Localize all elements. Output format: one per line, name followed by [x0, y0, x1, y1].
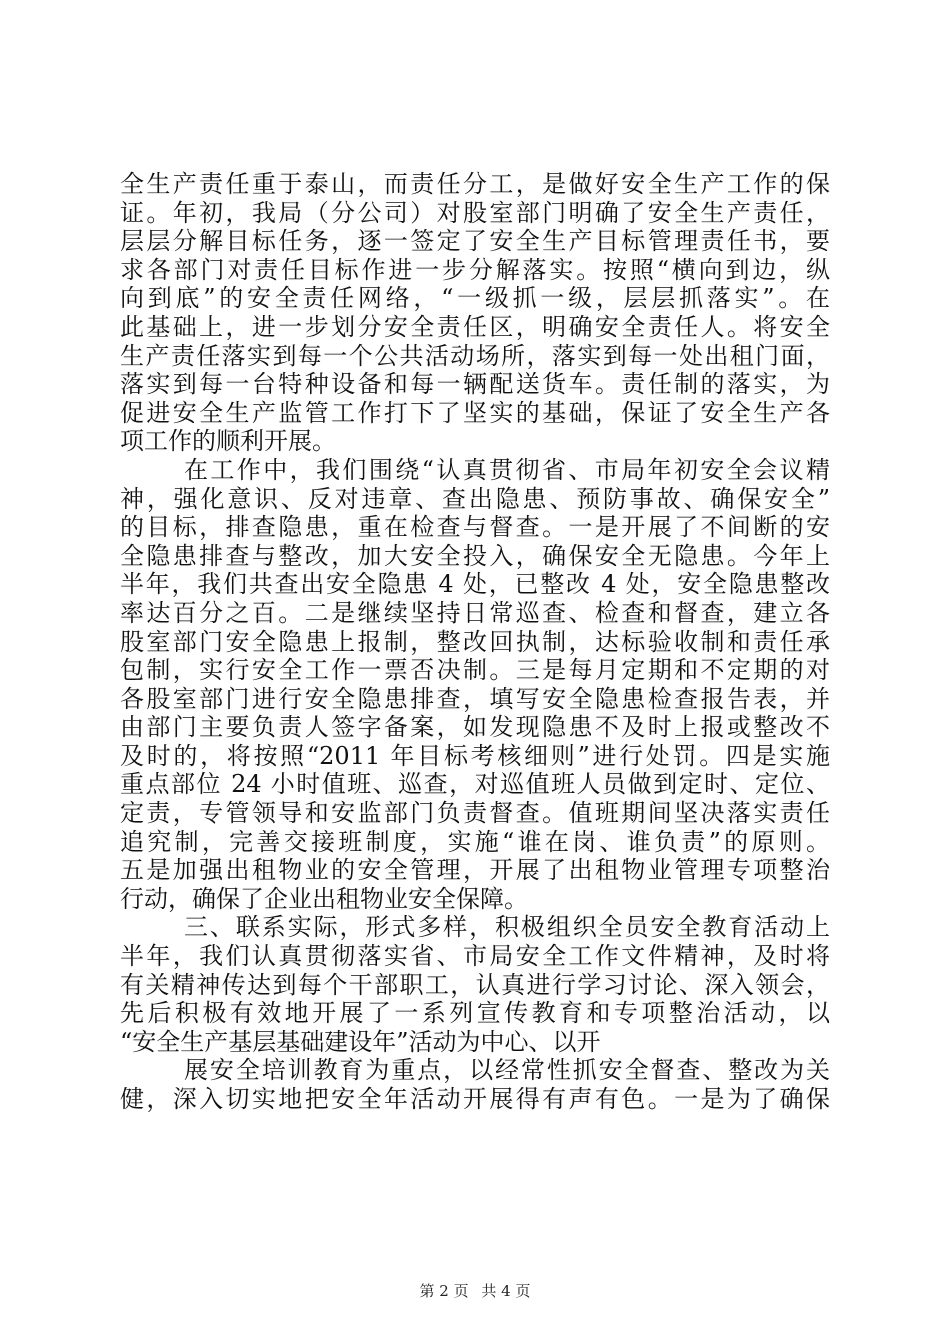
text-line: 各股室部门进行安全隐患排查，填写安全隐患检查报告表，并 [120, 684, 830, 713]
document-body [120, 170, 830, 1114]
text-line: 落实到每一台特种设备和每一辆配送货车。责任制的落实，为 [120, 370, 830, 399]
text-line: 促进安全生产监管工作打下了坚实的基础，保证了安全生产各 [120, 398, 830, 427]
text-line: 率达百分之百。二是继续坚持日常巡查、检查和督查，建立各 [120, 598, 830, 627]
page-number: 第 2 页 [419, 1282, 469, 1300]
text-line: 及时的，将按照“2011 年目标考核细则”进行处罚。四是实施 [120, 741, 830, 770]
text-line: 健，深入切实地把安全年活动开展得有声有色。一是为了确保 [120, 1085, 830, 1113]
text-line: 股室部门安全隐患上报制，整改回执制，达标验收制和责任承 [120, 627, 830, 656]
text-line: 重点部位 24 小时值班、巡查，对巡值班人员做到定时、定位、 [120, 770, 830, 799]
text-line: 有关精神传达到每个干部职工，认真进行学习讨论、深入领会， [120, 970, 830, 999]
text-line: 全隐患排查与整改，加大安全投入，确保安全无隐患。今年上 [120, 541, 830, 570]
text-line: 项工作的顺利开展。 [120, 427, 336, 456]
text-line: 此基础上，进一步划分安全责任区，明确安全责任人。将安全 [120, 312, 830, 341]
page-total: 共 4 页 [481, 1282, 531, 1300]
text-line: 神，强化意识、反对违章、查出隐患、预防事故、确保安全” [120, 484, 830, 513]
text-line: 全生产责任重于泰山，而责任分工，是做好安全生产工作的保 [120, 170, 830, 198]
text-line: 展安全培训教育为重点，以经常性抓安全督查、整改为关 [184, 1056, 830, 1085]
text-line: 求各部门对责任目标作进一步分解落实。按照“横向到边，纵 [120, 255, 830, 284]
text-line: 在工作中，我们围绕“认真贯彻省、市局年初安全会议精 [184, 455, 830, 484]
text-line: 的目标，排查隐患，重在检查与督查。一是开展了不间断的安 [120, 513, 830, 542]
text-line: 半年，我们认真贯彻落实省、市局安全工作文件精神，及时将 [120, 942, 830, 971]
text-line: 生产责任落实到每一个公共活动场所，落实到每一处出租门面， [120, 341, 830, 370]
text-line: 定责，专管领导和安监部门负责督查。值班期间坚决落实责任 [120, 799, 830, 828]
text-line: 向到底”的安全责任网络，“一级抓一级，层层抓落实”。在 [120, 284, 830, 313]
text-line: “安全生产基层基础建设年”活动为中心、以开 [120, 1027, 601, 1056]
text-line: 由部门主要负责人签字备案，如发现隐患不及时上报或整改不 [120, 713, 830, 742]
text-line: 半年，我们共查出安全隐患 4 处，已整改 4 处，安全隐患整改 [120, 570, 830, 599]
text-line: 包制，实行安全工作一票否决制。三是每月定期和不定期的对 [120, 656, 830, 685]
text-line: 先后积极有效地开展了一系列宣传教育和专项整治活动，以 [120, 999, 830, 1028]
text-line: 三、联系实际，形式多样，积极组织全员安全教育活动上 [184, 913, 830, 942]
page-footer [0, 1280, 950, 1301]
text-line: 五是加强出租物业的安全管理，开展了出租物业管理专项整治 [120, 856, 830, 885]
text-line: 证。年初，我局（分公司）对股室部门明确了安全生产责任， [120, 198, 830, 227]
text-line: 层层分解目标任务，逐一签定了安全生产目标管理责任书，要 [120, 227, 830, 256]
text-line: 追究制，完善交接班制度，实施“谁在岗、谁负责”的原则。 [120, 827, 830, 856]
text-line: 行动，确保了企业出租物业安全保障。 [120, 884, 528, 913]
